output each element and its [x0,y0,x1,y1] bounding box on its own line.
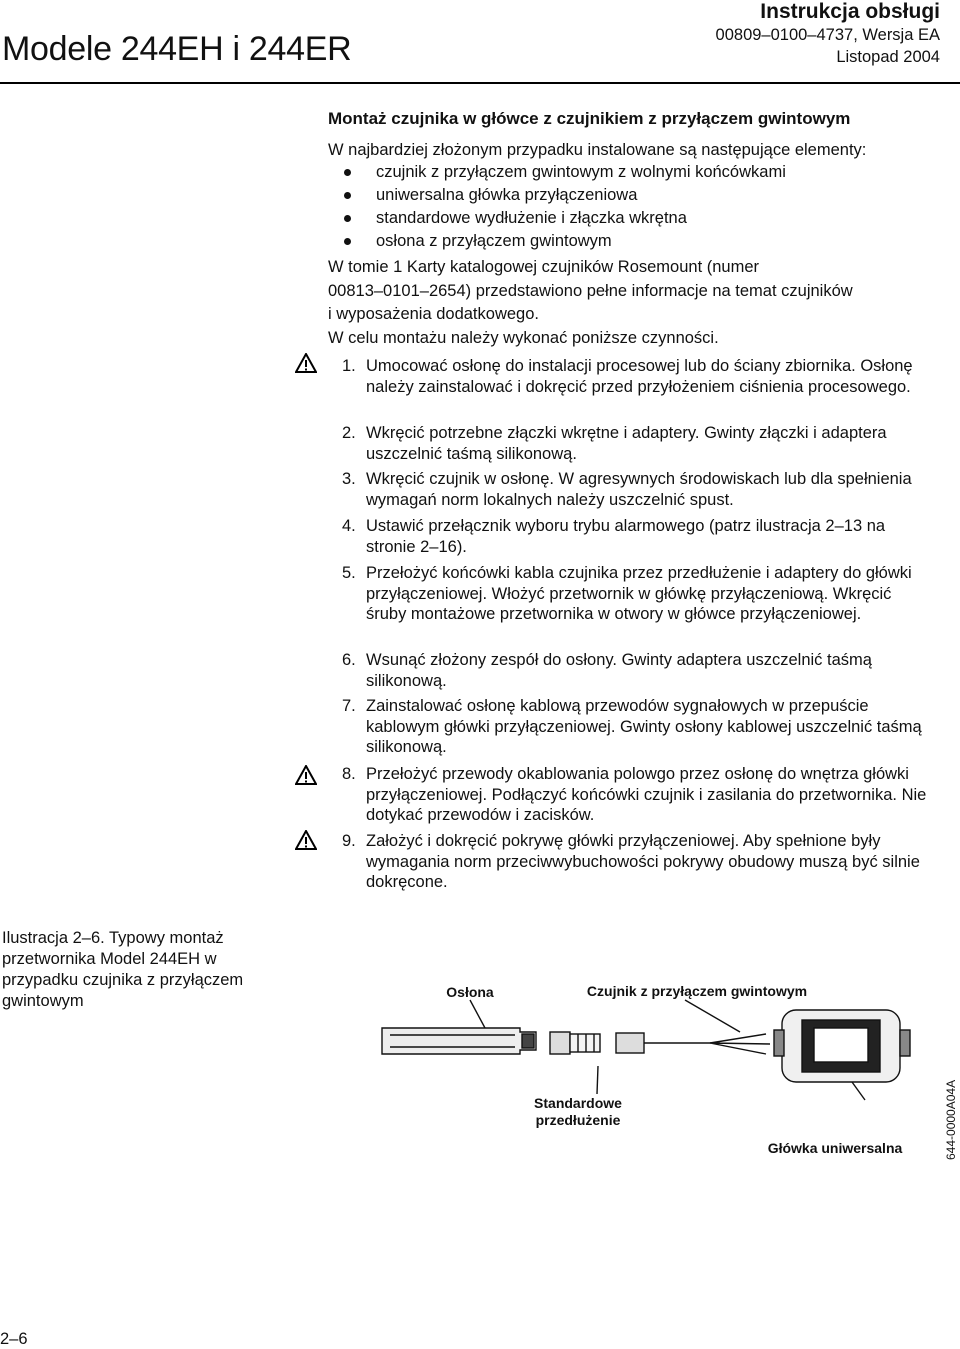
bullet-icon [344,192,351,199]
step-item: 7. Zainstalować osłonę kablową przewodów sygnałowych w przepuście kablowym główki przyłączeniowej. Gwinty osłony kablowej uszczelnić taśmą silikonową. [342,697,922,756]
figure-caption: Ilustracja 2–6. Typowy montaż przetwornika Model 244EH w przypadku czujnika z przyłączem gwintowym [2,929,244,1010]
step-item: 9. Założyć i dokręcić pokrywę główki przyłączeniowej. Aby spełnione były wymagania norm przeciwwybuchowości pokrywy obudowy muszą być silnie dokręcone. [342,832,920,891]
step-item: 2. Wkręcić potrzebne złączki wkrętne i adaptery. Gwinty złączki i adaptera uszczelnić taśmą silikonową. [342,424,887,463]
list-item: uniwersalna główka przyłączeniowa [328,184,786,207]
manual-title: Instrukcja obsługi [760,0,940,23]
step-item: 3. Wkręcić czujnik w osłonę. W agresywnych środowiskach lub dla spełnienia wymagań norm lokalnych należy uszczelnić spust. [342,470,912,509]
header-block [716,0,940,68]
steps-intro: W celu montażu należy wykonać poniższe czynności. [328,329,719,347]
page-number: 2–6 [0,1330,28,1348]
label-glowka: Główka uniwersalna [767,1140,903,1156]
document-date: Listopad 2004 [836,48,940,66]
assembly-illustration [370,996,930,1102]
component-list [328,161,786,253]
warning-triangle-icon [295,765,317,785]
warning-triangle-icon [295,353,317,373]
catalog-paragraph: W tomie 1 Karty katalogowej czujników Rosemount (numer 00813–0101–2654) przedstawiono pełne informacje na temat czujników i wyposażenia dodatkowego. [328,258,853,323]
intro-paragraph: W najbardziej złożonym przypadku instalowane są następujące elementy: [328,141,867,159]
list-item: osłona z przyłączem gwintowym [328,230,786,253]
step-item: 1. Umocować osłonę do instalacji procesowej lub do ściany zbiornika. Osłonę należy zainstalować i dokręcić przed przyłożeniem ciśnienia procesowego. [342,357,913,396]
step-item: 5. Przełożyć końcówki kabla czujnika przez przedłużenie i adaptery do główki przyłączeniowej. Włożyć przetwornik w główkę przyłączeniową. Wkręcić śruby montażowe przetwornika w otwory w główce przyłączeniowej. [342,564,912,623]
step-item: 4. Ustawić przełącznik wyboru trybu alarmowego (patrz ilustracja 2–13 na stronie 2–16). [342,517,886,556]
section-heading: Montaż czujnika w główce z czujnikiem z przyłączem gwintowym [328,109,851,128]
step-item: 6. Wsunąć złożony zespół do osłony. Gwinty adaptera uszczelnić taśmą silikonową. [342,651,872,690]
header-divider [0,82,960,84]
step-item: 8. Przełożyć przewody okablowania polowgo przez osłonę do wnętrza główki przyłączeniowej. Podłączyć końcówki czujnik i zasilania do przetwornika. Nie dotykać przewodów i zacisków. [342,765,927,824]
bullet-icon [344,215,351,222]
label-czujnik: Czujnik z przyłączem gwintowym [586,983,808,999]
bullet-icon [344,238,351,245]
label-oslona: Osłona [446,984,494,1000]
list-item: standardowe wydłużenie i złączka wkrętna [328,207,786,230]
warning-triangle-icon [295,830,317,850]
label-przedluzenie: Standardowe przedłużenie [534,1095,622,1128]
document-number: 00809–0100–4737, Wersja EA [715,26,940,44]
document-model-title: Modele 244EH i 244ER [2,30,352,68]
bullet-icon [344,169,351,176]
list-item: czujnik z przyłączem gwintowym z wolnymi końcówkami [328,161,786,184]
